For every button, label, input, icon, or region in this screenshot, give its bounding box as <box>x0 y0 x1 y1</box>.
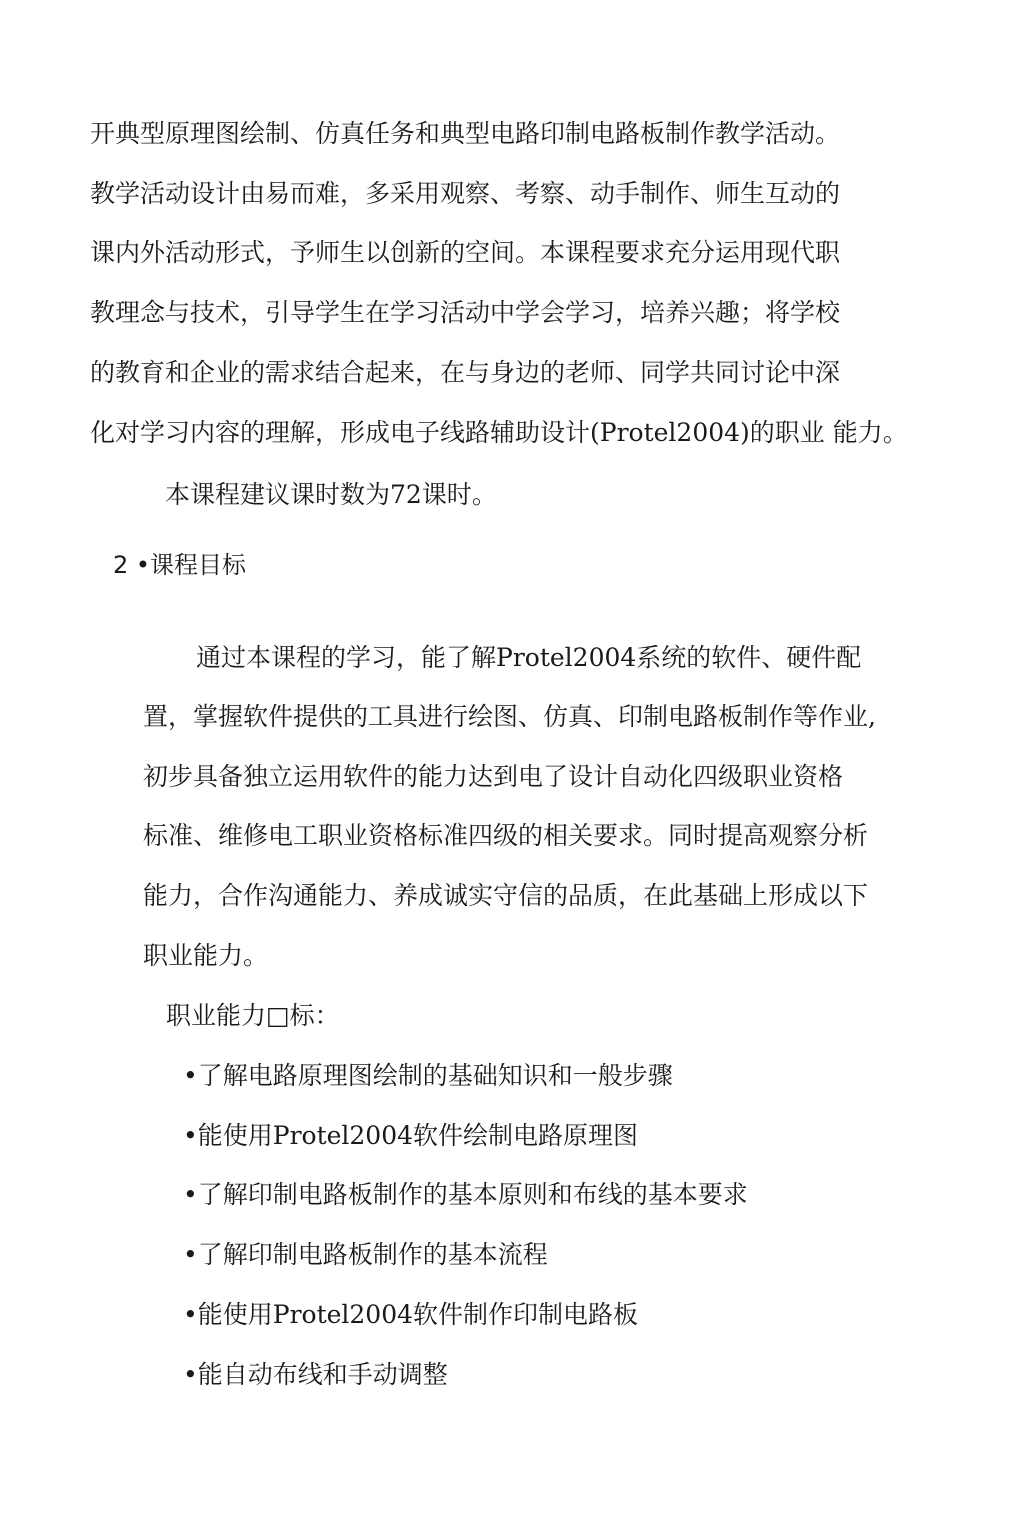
hours-note: 本课程建议课时数为72课时。 <box>165 480 497 509</box>
goal-item-1: •了解电路原理图绘制的基础知识和一般步骤 <box>183 1061 673 1090</box>
paragraph2-line-3: 初步具备独立运用软件的能力达到电了设计自动化四级职业资格 <box>143 762 844 791</box>
goal-item-6: •能自动布线和手动调整 <box>183 1360 448 1389</box>
goal-item-2: •能使用Protel2004软件绘制电路原理图 <box>183 1121 639 1150</box>
goal-item-5: •能使用Protel2004软件制作印制电路板 <box>183 1300 639 1329</box>
goal-item-3: •了解印制电路板制作的基本原则和布线的基本要求 <box>183 1180 748 1209</box>
paragraph2-line-6: 职业能力。 <box>143 941 269 970</box>
paragraph1-line-2: 教学活动设计由易而难，多采用观察、考察、动手制作、师生互动的 <box>90 179 841 208</box>
paragraph1-line-3: 课内外活动形式，予师生以创新的空间。本课程要求充分运用现代职 <box>90 238 841 267</box>
goal-item-4: •了解印制电路板制作的基本流程 <box>183 1240 548 1269</box>
paragraph1-line-5: 的教育和企业的需求结合起来，在与身边的老师、同学共同讨论中深 <box>90 358 841 387</box>
paragraph1-line-4: 教理念与技术，引导学生在学习活动中学会学习，培养兴趣；将学校 <box>90 298 841 327</box>
goals-label: 职业能力□标： <box>166 1001 340 1030</box>
paragraph1-line-1: 开典型原理图绘制、仿真任务和典型电路印制电路板制作教学活动。 <box>90 119 841 148</box>
paragraph2-line-4: 标准、维修电工职业资格标准四级的相关要求。同时提高观察分析 <box>143 821 869 850</box>
paragraph1-line-6: 化对学习内容的理解，形成电子线路辅助设计(Protel2004)的职业 能力。 <box>90 418 908 447</box>
paragraph2-line-2: 置，掌握软件提供的工具进行绘图、仿真、印制电路板制作等作业, <box>143 702 876 731</box>
section-heading: 2 •课程目标 <box>113 551 247 579</box>
paragraph2-line-5: 能力，合作沟通能力、养成诚实守信的品质，在此基础上形成以下 <box>143 881 869 910</box>
paragraph2-line-1: 通过本课程的学习，能了解Protel2004系统的软件、硬件配 <box>196 643 862 672</box>
